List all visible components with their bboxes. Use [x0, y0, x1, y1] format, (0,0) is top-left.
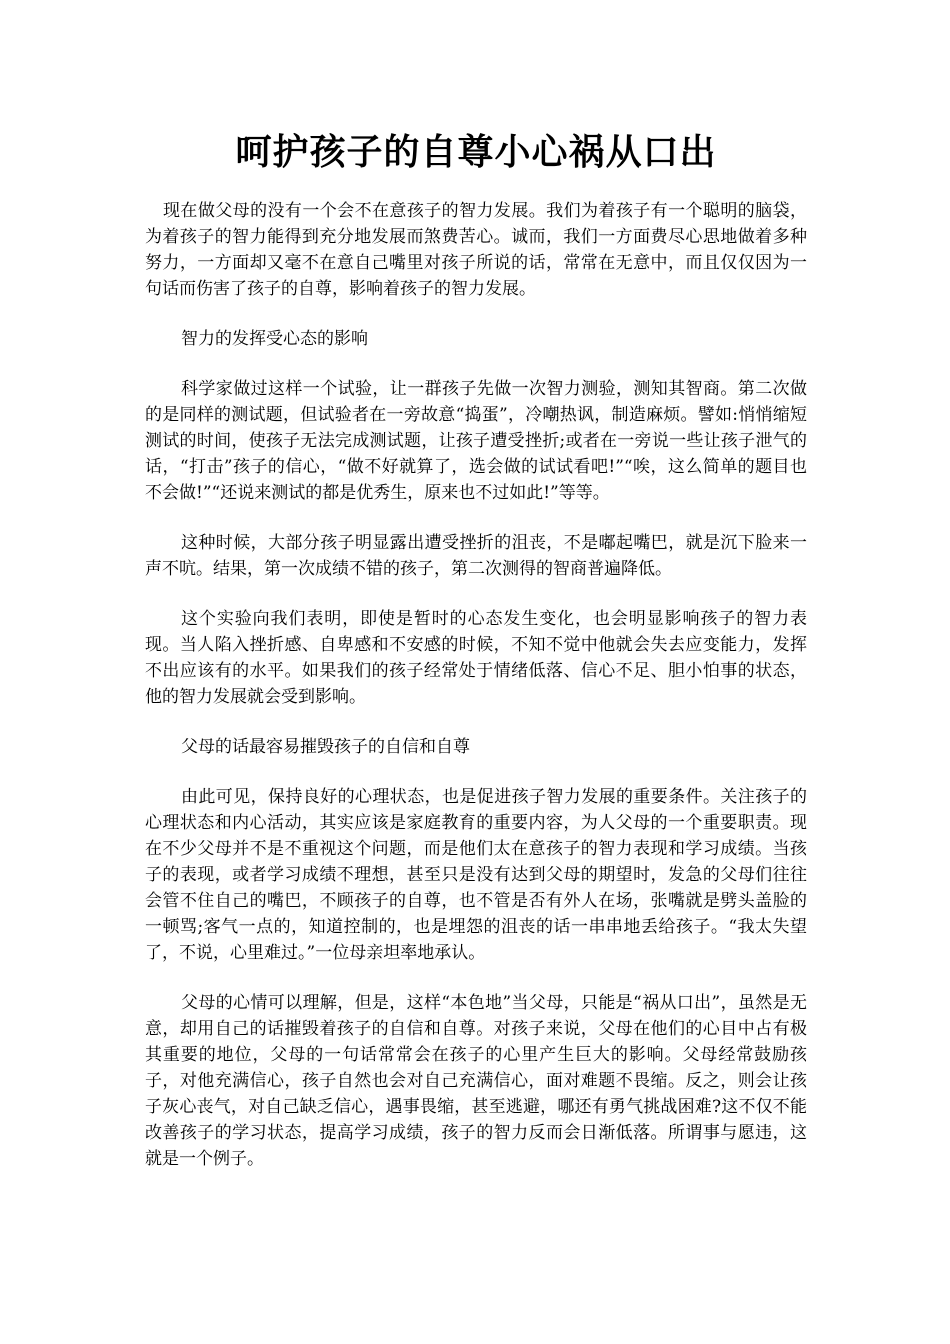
- paragraph-parents-mood: 父母的心情可以理解，但是，这样“本色地”当父母，只能是“祸从口出”，虽然是无意，却用自己的话摧毁着孩子的自信和自尊。对孩子来说，父母在他们的心目中占有极其重要的地位，父母的一句话常常会在孩子的心里产生巨大的影响。父母经常鼓励孩子，对他充满信心，孩子自然也会对自己充满信心，面对难题不畏缩。反之，则会让孩子灰心丧气，对自己缺乏信心，遇事畏缩，甚至逃避，哪还有勇气挑战困难?这不仅不能改善孩子的学习状态，提高学习成绩，孩子的智力反而会日渐低落。所谓事与愿违，这就是一个例子。: [145, 993, 807, 1169]
- paragraph-experiment: 科学家做过这样一个试验，让一群孩子先做一次智力测验，测知其智商。第二次做的是同样的测试题，但试验者在一旁故意“捣蛋”，冷嘲热讽，制造麻烦。譬如:悄悄缩短测试的时间，使孩子无法完成测试题，让孩子遭受挫折;或者在一旁说一些让孩子泄气的话，“打击”孩子的信心，“做不好就算了，选会做的试试看吧!”“唉，这么简单的题目也不会做!”“还说来测试的都是优秀生，原来也不过如此!”等等。: [145, 379, 807, 503]
- document-title: 呵护孩子的自尊小心祸从口出: [235, 131, 717, 173]
- section-heading-mindset: 智力的发挥受心态的影响: [181, 329, 368, 349]
- paragraph-frustration: 这种时候，大部分孩子明显露出遭受挫折的沮丧，不是嘟起嘴巴，就是沉下脸来一声不吭。结果，第一次成绩不错的孩子，第二次测得的智商普遍降低。: [145, 533, 807, 579]
- document-page: [145, 128, 807, 1196]
- paragraph-conclusion: 这个实验向我们表明，即使是暂时的心态发生变化，也会明显影响孩子的智力表现。当人陷入挫折感、自卑感和不安感的时候，不知不觉中他就会失去应变能力，发挥不出应该有的水平。如果我们的孩子经常处于情绪低落、信心不足、胆小怕事的状态，他的智力发展就会受到影响。: [145, 609, 807, 707]
- paragraph-psychological-state: 由此可见，保持良好的心理状态，也是促进孩子智力发展的重要条件。关注孩子的心理状态和内心活动，其实应该是家庭教育的重要内容，为人父母的一个重要职责。现在不少父母并不是不重视这个问题，而是他们太在意孩子的智力表现和学习成绩。当孩子的表现，或者学习成绩不理想，甚至只是没有达到父母的期望时，发急的父母们往往会管不住自己的嘴巴，不顾孩子的自尊，也不管是否有外人在场，张嘴就是劈头盖脸的一顿骂;客气一点的，知道控制的，也是埋怨的沮丧的话一串串地丢给孩子。“我太失望了，不说，心里难过。”一位母亲坦率地承认。: [145, 787, 807, 963]
- intro-paragraph: 现在做父母的没有一个会不在意孩子的智力发展。我们为着孩子有一个聪明的脑袋，为着孩子的智力能得到充分地发展而煞费苦心。诚而，我们一方面费尽心思地做着多种努力，一方面却又毫不在意自己嘴里对孩子所说的话，常常在无意中，而且仅仅因为一句话而伤害了孩子的自尊，影响着孩子的智力发展。: [145, 201, 807, 299]
- section-heading-parents-words: 父母的话最容易摧毁孩子的自信和自尊: [181, 737, 470, 757]
